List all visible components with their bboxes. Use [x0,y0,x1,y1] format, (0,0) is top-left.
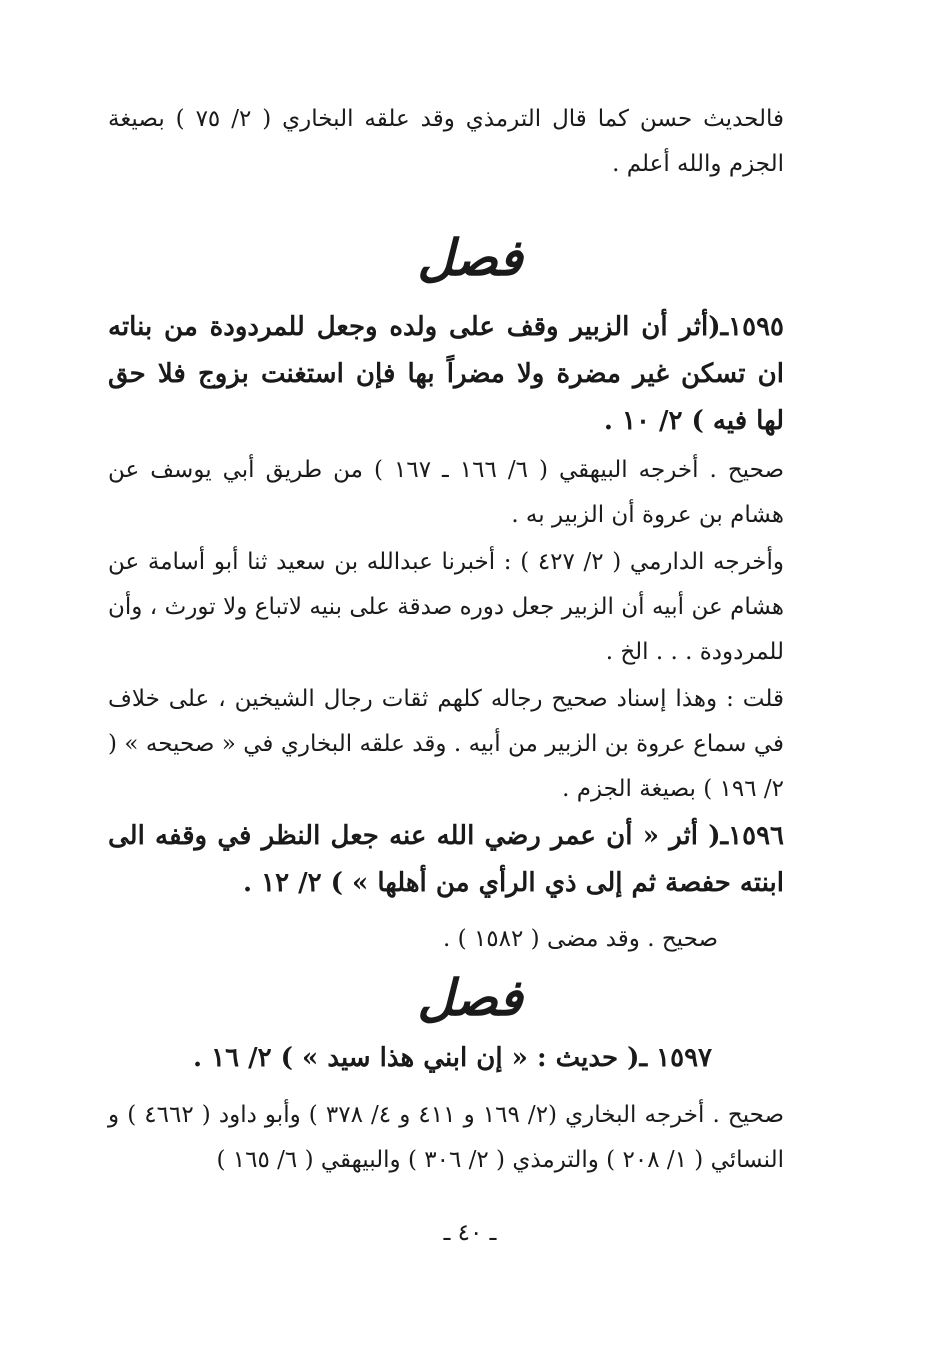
page-number: ـ ٤٠ ـ [443,1220,497,1246]
entry-1595-heading: ١٥٩٥ـ(أثر أن الزبير وقف على ولده وجعل للمردودة من بناته ان تسكن غير مضرة ولا مضراً بها فإن استغنت بزوج فلا حق لها فيه ) ٢/ ١٠ . [108,312,784,436]
entry-1596-commentary: صحيح . وقد مضى ( ١٥٨٢ ) . [443,926,718,952]
entry-1596-heading: ١٥٩٦ـ( أثر « أن عمر رضي الله عنه جعل النظر في وقفه الى ابنته حفصة ثم إلى ذي الرأي من أهلها » ) ٢/ ١٢ . [108,821,784,898]
section-heading: فصل [417,228,523,287]
section-heading: فصل [417,968,523,1027]
entry-1595-darimi: وأخرجه الدارمي ( ٢/ ٤٢٧ ) : أخبرنا عبدالله بن سعيد ثنا أبو أسامة عن هشام عن أبيه أن الزبير جعل دوره صدقة على بنيه لاتباع ولا تورث ، وأن للمردودة . . . الخ . [108,549,784,665]
intro-paragraph: فالحديث حسن كما قال الترمذي وقد علقه البخاري ( ٢/ ٧٥ ) بصيغة الجزم والله أعلم . [108,106,785,177]
entry-1597-commentary: صحيح . أخرجه البخاري (٢/ ١٦٩ و ٤١١ و ٤/ ٣٧٨ ) وأبو داود ( ٤٦٦٢ ) و النسائي ( ١/ ٢٠٨ ) والترمذي ( ٢/ ٣٠٦ ) والبيهقي ( ٦/ ١٦٥ ) [108,1102,785,1173]
entry-1595-commentary: صحيح . أخرجه البيهقي ( ٦/ ١٦٦ ـ ١٦٧ ) من طريق أبي يوسف عن هشام بن عروة أن الزبير به . [108,457,784,528]
entry-1597-heading: ١٥٩٧ ـ( حديث : « إن ابني هذا سيد » ) ٢/ ١٦ . [193,1043,712,1073]
entry-1595-note: قلت : وهذا إسناد صحيح رجاله كلهم ثقات رجال الشيخين ، على خلاف في سماع عروة بن الزبير من أبيه . وقد علقه البخاري في « صحيحه » ( ٢/ ١٩٦ ) بصيغة الجزم . [108,686,784,802]
